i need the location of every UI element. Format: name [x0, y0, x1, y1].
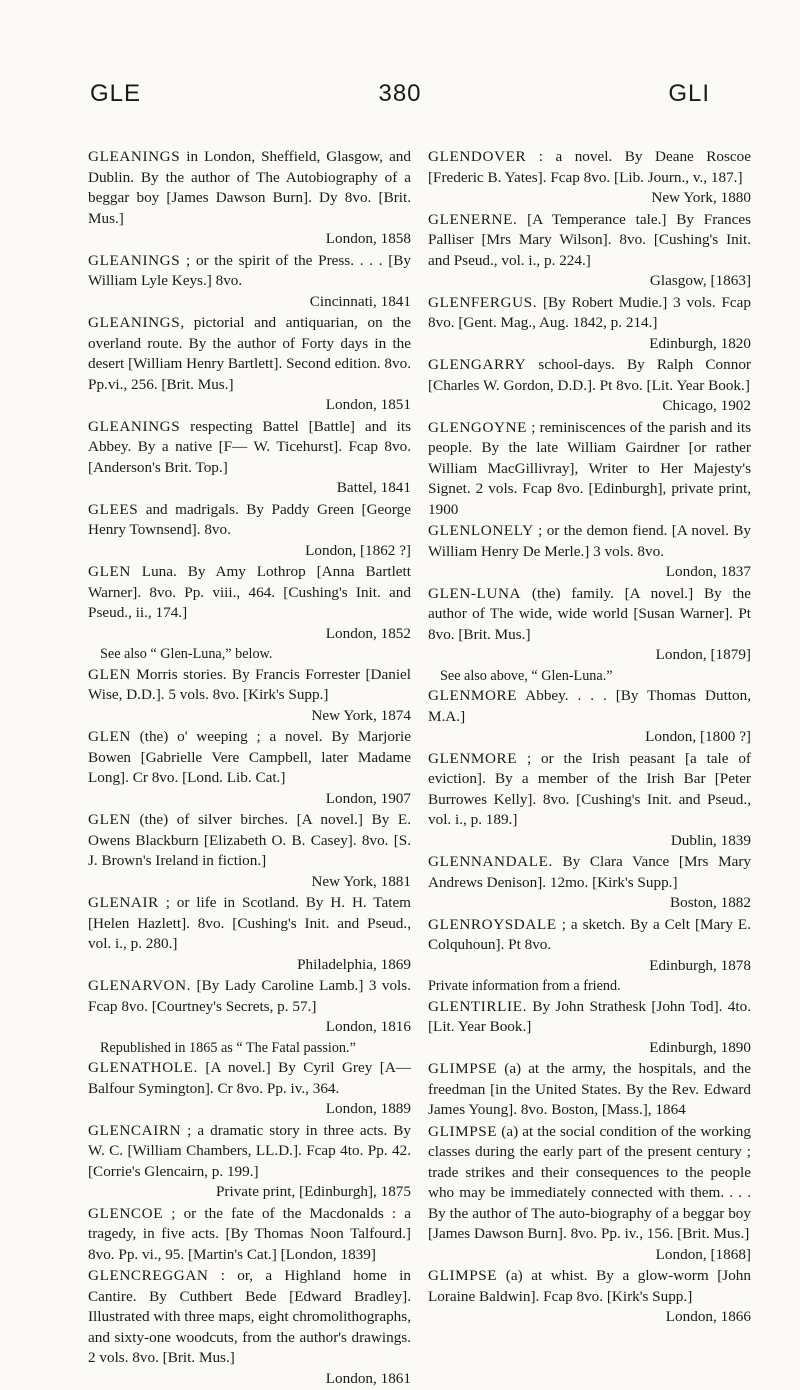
entry-body: (the) of silver birches. [A novel.] By E. Owens Blackburn [Elizabeth O. B. Casey]. 8vo. [S. J. Brown's Ireland in fiction.]	[88, 811, 411, 869]
entry	[88, 313, 411, 416]
entry-body: [A novel.] By Cyril Grey [A— Balfour Symington]. Cr 8vo. Pp. iv., 364.	[88, 1059, 411, 1097]
entry-headword: GLENLONELY	[428, 522, 534, 539]
entry-body: respecting Battel [Battle] and its Abbey. By a native [F— W. Ticehurst]. Fcap 8vo. [Anderson's Brit. Top.]	[88, 417, 411, 476]
entry-headword: GLENCREGGAN	[88, 1267, 209, 1284]
entry-imprint: London, 1816	[325, 1018, 411, 1035]
entry-headword: GLEANINGS	[88, 417, 181, 435]
entry-body: (a) at the social condition of the working classes during the early part of the present century ; trade strikes and their consequences to the people who may be immediately connected with them. . . . By the author of The auto-biography of a beggar boy [James Dawson Burn]. 8vo. Pp. iv., 156. [Brit. Mus.]	[428, 1122, 751, 1242]
entry-imprint: Dublin, 1839	[670, 831, 751, 849]
entry-body: By John Strathesk [John Tod]. 4to. [Lit. Year Book.]	[428, 997, 751, 1035]
entry-headword: GLIMPSE	[428, 1267, 498, 1284]
entry-imprint: London, 1837	[665, 563, 751, 580]
entry-imprint: Battel, 1841	[336, 479, 411, 496]
entry-headword: GLENTIRLIE.	[428, 997, 527, 1015]
entry-imprint: London, 1852	[325, 624, 411, 642]
entry-imprint: London, 1851	[325, 396, 411, 413]
entry-imprint: London, [1879]	[655, 646, 751, 663]
entry-body: [By Lady Caroline Lamb.] 3 vols. Fcap 8vo. [Courtney's Secrets, p. 57.]	[88, 977, 411, 1015]
entry	[88, 976, 411, 1038]
entry-imprint: London, [1862 ?]	[305, 541, 411, 559]
entry	[428, 686, 751, 748]
entry-headword: GLEN-LUNA	[428, 584, 522, 602]
entry-imprint: London, 1907	[325, 789, 411, 807]
entry-headword: GLEN	[88, 811, 131, 828]
entry	[88, 893, 411, 975]
entry-imprint: Edinburgh, 1890	[649, 1038, 751, 1056]
entry	[88, 500, 411, 562]
entry-body: (the) o' weeping ; a novel. By Marjorie Bowen [Gabrielle Vere Campbell, later Madame Long]. Cr 8vo. [Lond. Lib. Cat.]	[88, 728, 411, 786]
entry-headword: GLENNANDALE.	[428, 853, 553, 870]
entry-imprint: New York, 1880	[651, 189, 751, 206]
entry-body: in London, Sheffield, Glasgow, and Dublin. By the author of The Autobiography of a beggar boy [James Dawson Burn]. Dy 8vo. [Brit. Mus.]	[88, 148, 411, 227]
entry	[428, 293, 751, 355]
entry-headword: GLEN	[88, 728, 131, 745]
entry-body: ; or the demon fiend. [A novel. By William Henry De Merle.] 3 vols. 8vo.	[428, 522, 751, 560]
entry	[428, 1122, 751, 1266]
entry-body: ; a sketch. By a Celt [Mary E. Colquhoun]. Pt 8vo.	[428, 915, 751, 953]
entry	[428, 852, 751, 914]
entry	[428, 355, 751, 417]
entry	[428, 210, 751, 292]
running-header	[90, 80, 710, 114]
entry-imprint: Edinburgh, 1878	[649, 956, 751, 974]
entry-body: [A Temperance tale.] By Frances Palliser [Mrs Mary Wilson]. 8vo. [Cushing's Init. and Pseud., vol. i., p. 224.]	[428, 210, 751, 269]
header-right-guide-word: GLI	[668, 80, 710, 107]
entry-body: [By Robert Mudie.] 3 vols. Fcap 8vo. [Gent. Mag., Aug. 1842, p. 214.]	[428, 293, 751, 331]
entry	[88, 251, 411, 313]
entry-body: Morris stories. By Francis Forrester [Daniel Wise, D.D.]. 5 vols. 8vo. [Kirk's Supp.]	[88, 665, 411, 703]
right-column	[428, 147, 751, 1329]
entry-body: school-days. By Ralph Connor [Charles W. Gordon, D.D.]. Pt 8vo. [Lit. Year Book.]	[428, 356, 751, 394]
entry-body: Abbey. . . . [By Thomas Dutton, M.A.]	[428, 687, 751, 725]
entry	[428, 915, 751, 977]
entry-headword: GLEANINGS	[88, 148, 181, 165]
entry	[88, 1058, 411, 1120]
entry-headword: GLIMPSE	[428, 1060, 498, 1077]
entry-body: ; or the spirit of the Press. . . . [By William Lyle Keys.] 8vo.	[88, 251, 411, 289]
entry	[88, 417, 411, 499]
entry-headword: GLIMPSE	[428, 1122, 498, 1140]
entry-headword: GLENMORE	[428, 687, 518, 704]
entry-headword: GLENERNE.	[428, 210, 518, 228]
entry-body: By Clara Vance [Mrs Mary Andrews Denison]. 12mo. [Kirk's Supp.]	[428, 853, 751, 891]
entry-body: ; reminiscences of the parish and its people. By the late William Gairdner [or rather William MacGillivray], Writer to Her Majesty's Signet. 2 vols. Fcap 8vo. [Edinburgh], private print, 1900	[428, 418, 751, 518]
entry-headword: GLENROYSDALE	[428, 915, 557, 933]
cross-reference-note: See also above, “ Glen-Luna.”	[440, 667, 613, 684]
entry	[428, 147, 751, 209]
entry-body: , pictorial and antiquarian, on the overland route. By the author of Forty days in the desert [William Henry Bartlett]. Second edition. 8vo. Pp.vi., 256. [Brit. Mus.]	[88, 314, 411, 393]
cross-reference-note: See also “ Glen-Luna,” below.	[100, 646, 273, 662]
page-number: 380	[378, 80, 422, 107]
entry-headword: GLENCAIRN	[88, 1121, 182, 1139]
entry-headword: GLENGARRY	[428, 356, 527, 373]
entry-imprint: London, [1800 ?]	[645, 728, 751, 745]
entry-headword: GLENATHOLE.	[88, 1059, 198, 1076]
entry	[428, 749, 751, 852]
entry	[88, 727, 411, 809]
entry-body: (a) at the army, the hospitals, and the freedman [in the United States. By the Rev. Edward James Young]. 8vo. Boston, [Mass.], 1864	[428, 1060, 751, 1118]
entry	[428, 1059, 751, 1121]
republication-note: Republished in 1865 as “ The Fatal passion.”	[100, 1039, 356, 1056]
entry-headword: GLEN	[88, 665, 131, 683]
entry-imprint: Boston, 1882	[669, 894, 751, 911]
entry-body: Luna. By Amy Lothrop [Anna Bartlett Warner]. 8vo. Pp. viii., 464. [Cushing's Init. and Pseud., ii., 174.]	[88, 563, 411, 621]
entry-headword: GLEES	[88, 500, 139, 518]
entry-headword: GLENFERGUS.	[428, 293, 538, 311]
entry-imprint: Glasgow, [1863]	[649, 272, 751, 289]
entry-headword: GLEANINGS	[88, 314, 181, 331]
entry-body: ; or the Irish peasant [a tale of eviction]. By a member of the Irish Bar [Peter Burrowes Kelly]. 8vo. [Cushing's Init. and Pseud., vol. i., p. 189.]	[428, 749, 751, 828]
entry	[428, 997, 751, 1059]
entry-imprint: London, 1866	[665, 1308, 751, 1325]
entry-body: ; or life in Scotland. By H. H. Tatem [Helen Hazlett]. 8vo. [Cushing's Init. and Pseud., vol. i., p. 280.]	[88, 894, 411, 952]
entry-imprint: London, [1868]	[655, 1245, 751, 1263]
entry-headword: GLENMORE	[428, 749, 518, 767]
source-note: Private information from a friend.	[428, 978, 621, 994]
entry-imprint: London, 1858	[325, 230, 411, 247]
entry	[88, 147, 411, 250]
entry-imprint: London, 1861	[325, 1369, 411, 1387]
entry-headword: GLEN	[88, 563, 131, 580]
entry-body: ; a dramatic story in three acts. By W. C. [William Chambers, LL.D.]. Fcap 4to. Pp. 42. [Corrie's Glencairn, p. 199.]	[88, 1121, 411, 1180]
entry-body: and madrigals. By Paddy Green [George Henry Townsend]. 8vo.	[88, 500, 411, 538]
entry-imprint: Philadelphia, 1869	[297, 955, 411, 973]
left-column	[88, 147, 411, 1390]
entry	[88, 1121, 411, 1203]
entry-body: : or, a Highland home in Cantire. By Cuthbert Bede [Edward Bradley]. Illustrated with three maps, eight chromolithographs, and sixty-one woodcuts, from the author's drawings. 2 vols. 8vo. [Brit. Mus.]	[88, 1267, 411, 1366]
entry	[88, 1266, 411, 1389]
entry-headword: GLENARVON.	[88, 977, 192, 994]
entry	[88, 810, 411, 892]
entry-imprint: New York, 1874	[311, 706, 411, 724]
entry	[88, 665, 411, 727]
entry-headword: GLEANINGS	[88, 251, 181, 269]
entry	[428, 1266, 751, 1328]
entry-body: ; or the fate of the Macdonalds : a tragedy, in five acts. [By Thomas Noon Talfourd.] 8vo. Pp. vi., 95. [Martin's Cat.] [London, 1839]	[88, 1204, 411, 1263]
entry-imprint: Private print, [Edinburgh], 1875	[215, 1183, 411, 1200]
entry-body: (the) family. [A novel.] By the author of The wide, wide world [Susan Warner]. Pt 8vo. [Brit. Mus.]	[428, 584, 751, 643]
entry	[428, 521, 751, 583]
header-left-guide-word: GLE	[90, 80, 142, 107]
entry-body: : a novel. By Deane Roscoe [Frederic B. Yates]. Fcap 8vo. [Lib. Journ., v., 187.]	[428, 148, 751, 186]
entry	[88, 562, 411, 644]
entry-headword: GLENCOE	[88, 1204, 164, 1222]
entry-headword: GLENDOVER	[428, 148, 527, 165]
entry-body: (a) at whist. By a glow-worm [John Loraine Baldwin]. Fcap 8vo. [Kirk's Supp.]	[428, 1267, 751, 1305]
entry-headword: GLENGOYNE	[428, 418, 528, 436]
entry-imprint: Chicago, 1902	[662, 397, 751, 414]
entry-imprint: Edinburgh, 1820	[649, 334, 751, 352]
entry	[428, 584, 751, 666]
entry-imprint: Cincinnati, 1841	[309, 292, 411, 310]
entry	[88, 1204, 411, 1266]
entry-imprint: New York, 1881	[311, 872, 411, 890]
entry	[428, 418, 751, 521]
entry-imprint: London, 1889	[325, 1100, 411, 1117]
entry-headword: GLENAIR	[88, 894, 159, 911]
